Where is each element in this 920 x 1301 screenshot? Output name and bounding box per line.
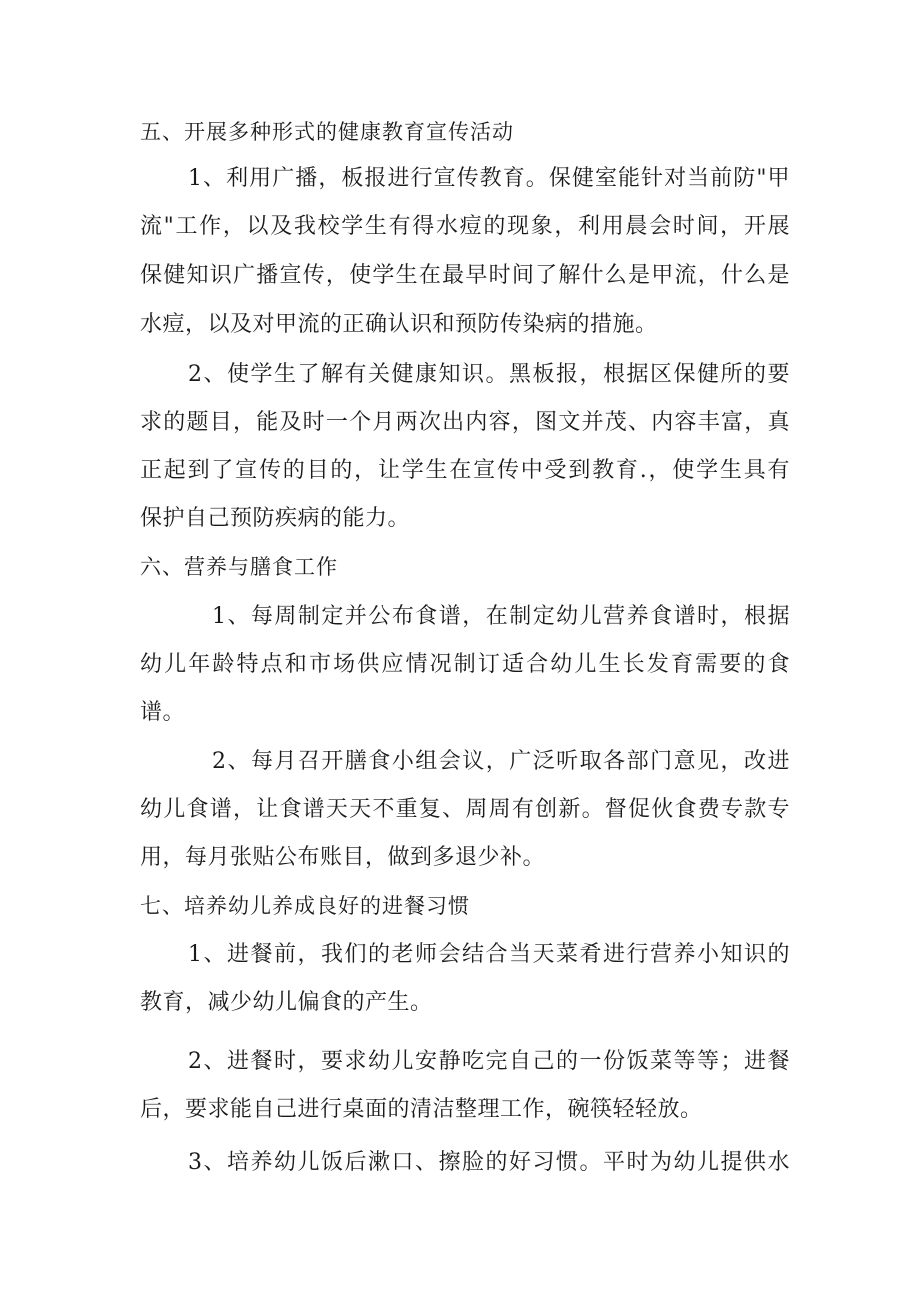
paragraph-line: 正起到了宣传的目的，让学生在宣传中受到教育.，使学生具有 xyxy=(140,458,790,483)
paragraph-line: 3、培养幼儿饭后漱口、擦脸的好习惯。平时为幼儿提供水 xyxy=(188,1150,790,1175)
paragraph-line: 用，每月张贴公布账目，做到多退少补。 xyxy=(140,845,546,870)
paragraph-line: 2、使学生了解有关健康知识。黑板报，根据区保健所的要 xyxy=(188,362,790,387)
paragraph-line: 求的题目，能及时一个月两次出内容，图文并茂、内容丰富，真 xyxy=(140,410,790,435)
paragraph-line: 教育，减少幼儿偏食的产生。 xyxy=(140,990,433,1015)
paragraph-line: 2、每月召开膳食小组会议，广泛听取各部门意见，改进 xyxy=(212,749,790,774)
section-heading-7: 七、培养幼儿养成良好的进餐习惯 xyxy=(140,894,470,918)
paragraph-line: 幼儿食谱，让食谱天天不重复、周周有创新。督促伙食费专款专 xyxy=(140,797,790,822)
paragraph-line: 水痘，以及对甲流的正确认识和预防传染病的措施。 xyxy=(140,312,658,337)
paragraph-line: 保护自己预防疾病的能力。 xyxy=(140,506,411,531)
paragraph-line: 2、进餐时，要求幼儿安静吃完自己的一份饭菜等等；进餐 xyxy=(188,1049,790,1074)
paragraph-line: 1、利用广播，板报进行宣传教育。保健室能针对当前防"甲 xyxy=(188,166,790,191)
paragraph-line: 后，要求能自己进行桌面的清洁整理工作，碗筷轻轻放。 xyxy=(140,1097,703,1122)
paragraph-line: 幼儿年龄特点和市场供应情况制订适合幼儿生长发育需要的食 xyxy=(140,652,790,677)
paragraph-line: 流"工作，以及我校学生有得水痘的现象，利用晨会时间，开展 xyxy=(140,214,790,239)
paragraph-line: 谱。 xyxy=(140,700,186,725)
section-heading-5: 五、开展多种形式的健康教育宣传活动 xyxy=(140,120,514,144)
section-heading-6: 六、营养与膳食工作 xyxy=(140,555,338,579)
paragraph-line: 保健知识广播宣传，使学生在最早时间了解什么是甲流，什么是 xyxy=(140,263,790,288)
paragraph-line: 1、进餐前，我们的老师会结合当天菜肴进行营养小知识的 xyxy=(188,942,790,967)
paragraph-line: 1、每周制定并公布食谱，在制定幼儿营养食谱时，根据 xyxy=(212,604,790,629)
